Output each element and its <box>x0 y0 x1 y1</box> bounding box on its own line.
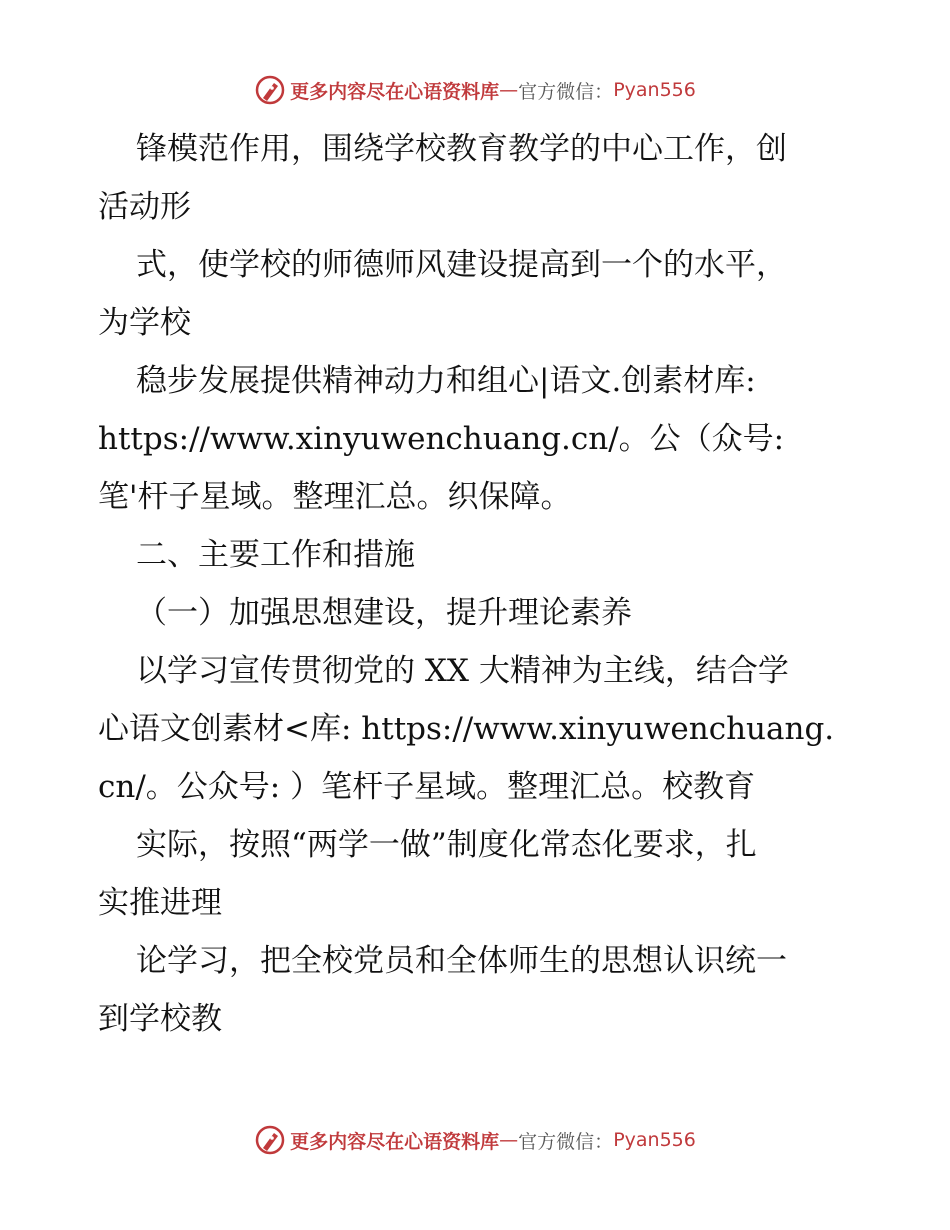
subsection-heading: （一）加强思想建设，提升理论素养 <box>136 595 632 631</box>
banner-main-text: 更多内容尽在心语资料库 <box>290 80 500 103</box>
body-line: 实际，按照“两学一做”制度化常态化要求，扎 <box>136 827 757 863</box>
banner-label: 官方微信： <box>518 1130 614 1153</box>
body-line: 到学校教 <box>98 1001 222 1037</box>
document-body <box>98 120 858 1048</box>
banner-account-id: Pyan556 <box>613 79 696 101</box>
pen-nib-logo-icon <box>254 74 286 106</box>
banner-separator: — <box>499 1129 519 1151</box>
banner-main-text: 更多内容尽在心语资料库 <box>290 1130 500 1153</box>
banner-label: 官方微信： <box>518 80 614 103</box>
body-line: 活动形 <box>98 189 191 225</box>
body-line: 笔'杆子星域。整理汇总。织保障。 <box>98 479 572 515</box>
body-line: 论学习，把全校党员和全体师生的思想认识统一 <box>136 943 787 979</box>
pen-nib-logo-icon <box>254 1124 286 1156</box>
body-line: https://www.xinyuwenchuang.cn/。公（众号: <box>98 421 785 457</box>
body-line: cn/。公众号: ）笔杆子星域。整理汇总。校教育 <box>98 769 756 805</box>
banner-account-id: Pyan556 <box>613 1129 696 1151</box>
body-line: 稳步发展提供精神动力和组心|语文.创素材库: <box>136 363 756 399</box>
body-line: 实推进理 <box>98 885 222 921</box>
body-line: 式，使学校的师德师风建设提高到一个的水平， <box>136 247 787 283</box>
header-banner <box>0 72 950 108</box>
body-line: 以学习宣传贯彻党的 XX 大精神为主线，结合学 <box>136 653 789 689</box>
body-line: 心语文创素材<库: https://www.xinyuwenchuang. <box>98 711 835 747</box>
body-line: 锋模范作用，围绕学校教育教学的中心工作，创 <box>136 131 787 167</box>
footer-banner <box>0 1122 950 1158</box>
section-heading: 二、主要工作和措施 <box>136 537 415 573</box>
banner-separator: — <box>499 79 519 101</box>
body-line: 为学校 <box>98 305 191 341</box>
